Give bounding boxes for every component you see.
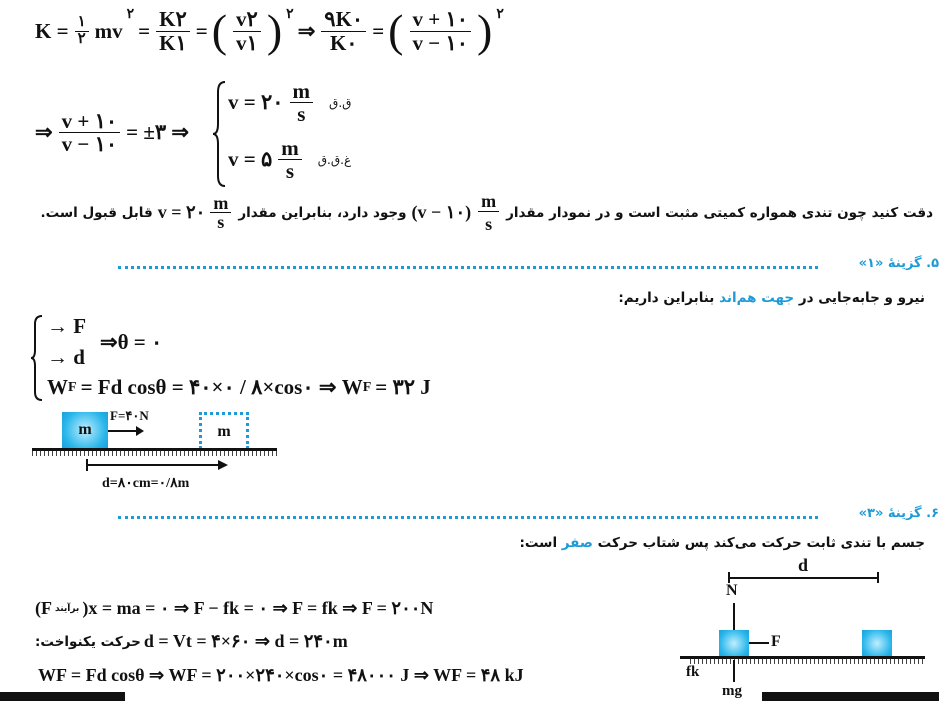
v-ratio bbox=[233, 8, 261, 53]
paren: ) bbox=[266, 5, 283, 56]
square: ۲ bbox=[286, 7, 294, 22]
force-direction: → F bbox=[47, 314, 87, 338]
den: K۱ bbox=[159, 30, 187, 55]
block-final bbox=[199, 412, 249, 449]
v-shift-ratio bbox=[59, 110, 121, 155]
theta-result: ⇒θ = ۰ bbox=[100, 330, 163, 354]
k0-ratio bbox=[321, 8, 366, 53]
friction-label: fk bbox=[686, 664, 700, 680]
weight-arrow bbox=[733, 660, 735, 682]
label: حرکت یکنواخت: bbox=[35, 633, 141, 650]
den: K۰ bbox=[329, 30, 358, 55]
displacement-label: d=۸۰cm=۰/۸m bbox=[102, 476, 190, 491]
unit-fraction bbox=[478, 192, 499, 234]
highlight: جهت هم‌اند bbox=[719, 290, 795, 306]
paren: ( bbox=[211, 5, 228, 56]
num: v + ۱۰ bbox=[59, 110, 121, 133]
distance-arrow bbox=[728, 577, 878, 579]
highlight: صفر bbox=[561, 535, 593, 551]
weight-label: mg bbox=[722, 683, 742, 699]
arrow-tail bbox=[86, 459, 88, 471]
plus-minus-three: = ±۳ ⇒ bbox=[126, 120, 190, 145]
equals: = bbox=[138, 18, 151, 43]
text: )x = ma = ۰ ⇒ F − fk = ۰ ⇒ F = fk ⇒ F = ۲۰۰N bbox=[82, 598, 434, 618]
den: v۱ bbox=[236, 30, 258, 55]
ground-hatch bbox=[32, 451, 277, 456]
num: m bbox=[478, 192, 499, 212]
rejected-label: غ.ق.ق bbox=[317, 152, 352, 167]
normal-arrow bbox=[733, 603, 735, 630]
ground-hatch bbox=[690, 659, 925, 664]
sub: F bbox=[68, 379, 77, 395]
dotted-divider bbox=[118, 266, 818, 269]
value: v = ۲۰ bbox=[157, 202, 206, 223]
net-force-equation bbox=[35, 598, 433, 619]
displacement-direction: → d bbox=[47, 345, 85, 369]
arrow-head-icon bbox=[218, 460, 228, 470]
half-fraction bbox=[75, 15, 89, 48]
work-result: = ۳۲ J bbox=[375, 375, 431, 399]
num: v۲ bbox=[233, 8, 261, 31]
num: ۱ bbox=[75, 15, 89, 32]
kinetic-energy-equation bbox=[35, 5, 504, 56]
paren: ( bbox=[388, 5, 404, 56]
block-initial bbox=[719, 630, 749, 657]
num: v + ۱۰ bbox=[410, 8, 472, 31]
implies: ⇒ bbox=[297, 18, 316, 43]
text: نیرو و جابه‌جایی در bbox=[798, 290, 925, 306]
work-equation bbox=[47, 375, 431, 400]
text: (F bbox=[35, 598, 52, 618]
block-initial bbox=[62, 412, 108, 448]
tick bbox=[877, 572, 879, 583]
page-footer-bar bbox=[762, 692, 939, 701]
den: v − ۱۰ bbox=[61, 132, 118, 157]
normal-label: N bbox=[726, 582, 738, 599]
answer-heading-5: ۵. گزینهٔ «۱» bbox=[858, 256, 939, 271]
equals: = bbox=[372, 18, 385, 43]
text: جسم با تندی ثابت حرکت می‌کند پس شتاب حرکت bbox=[597, 535, 925, 551]
implies: ⇒ bbox=[35, 120, 53, 145]
mv: mv bbox=[94, 18, 123, 43]
note-text: وجود دارد، بنابراین مقدار bbox=[238, 204, 407, 221]
q5-intro bbox=[618, 290, 925, 306]
case-value: v = ۲۰ bbox=[228, 90, 284, 115]
paren: ) bbox=[477, 5, 493, 56]
case-value: v = ۵ bbox=[228, 147, 273, 172]
text: بنابراین داریم: bbox=[618, 290, 715, 306]
den: s bbox=[285, 159, 295, 184]
arrow-head-icon bbox=[136, 426, 144, 436]
note-value bbox=[158, 194, 234, 233]
brace bbox=[30, 314, 44, 402]
note-text: دقت کنید چون تندی همواره کمیتی مثبت است و در نمودار مقدار bbox=[506, 204, 933, 221]
v-shift-ratio bbox=[410, 8, 472, 53]
block-final bbox=[862, 630, 892, 657]
distance-equation bbox=[35, 631, 348, 652]
unit-fraction bbox=[290, 80, 314, 125]
num: m bbox=[278, 137, 302, 160]
block-label: m bbox=[78, 421, 92, 438]
case-rejected bbox=[228, 137, 351, 182]
unit-fraction bbox=[278, 137, 302, 182]
work-expression: = Fd cosθ = ۴۰×۰ / ۸×cos۰ ⇒ W bbox=[80, 375, 363, 399]
text: d = Vt = ۴×۶۰ ⇒ d = ۲۴۰m bbox=[143, 631, 348, 651]
page-footer-bar bbox=[0, 692, 125, 701]
block-label: m bbox=[217, 423, 231, 440]
den: s bbox=[297, 102, 306, 127]
den: s bbox=[485, 213, 493, 234]
distance-label: d bbox=[798, 555, 809, 575]
k-label: K = bbox=[35, 18, 69, 43]
k-ratio bbox=[156, 8, 190, 53]
displacement-arrow bbox=[86, 464, 222, 466]
square: ۲ bbox=[496, 7, 504, 22]
equals: = bbox=[195, 18, 208, 43]
den: ۲ bbox=[77, 30, 86, 47]
sub: برآیند bbox=[55, 603, 80, 614]
w: W bbox=[47, 375, 68, 399]
den: v − ۱۰ bbox=[412, 30, 469, 55]
answer-heading-6: ۶. گزینهٔ «۳» bbox=[858, 506, 939, 521]
work-equation: WF = Fd cosθ ⇒ WF = ۲۰۰×۲۴۰×cos۰ = ۴۸۰۰۰ J ⇒ WF = ۴۸ kJ bbox=[38, 665, 524, 685]
text: است: bbox=[519, 535, 558, 551]
num: ۹K۰ bbox=[321, 8, 366, 31]
square: ۲ bbox=[126, 7, 135, 22]
ratio-equation bbox=[35, 110, 189, 155]
note-text: قابل قبول است. bbox=[40, 204, 153, 221]
q6-intro bbox=[519, 535, 925, 551]
num: m bbox=[210, 194, 231, 214]
sub: F bbox=[362, 379, 372, 395]
force-label: F bbox=[771, 633, 781, 650]
num: m bbox=[290, 80, 314, 103]
note-sentence bbox=[5, 192, 933, 234]
note-expression: (v − ۱۰) bbox=[411, 202, 472, 223]
dotted-divider bbox=[118, 516, 818, 519]
force-label: F=۴۰N bbox=[110, 408, 149, 423]
brace bbox=[212, 80, 228, 188]
force-arrow bbox=[749, 642, 769, 644]
case-accepted bbox=[228, 80, 351, 125]
num: K۲ bbox=[156, 8, 190, 31]
den: s bbox=[217, 212, 225, 233]
accepted-label: ق.ق bbox=[329, 95, 352, 110]
